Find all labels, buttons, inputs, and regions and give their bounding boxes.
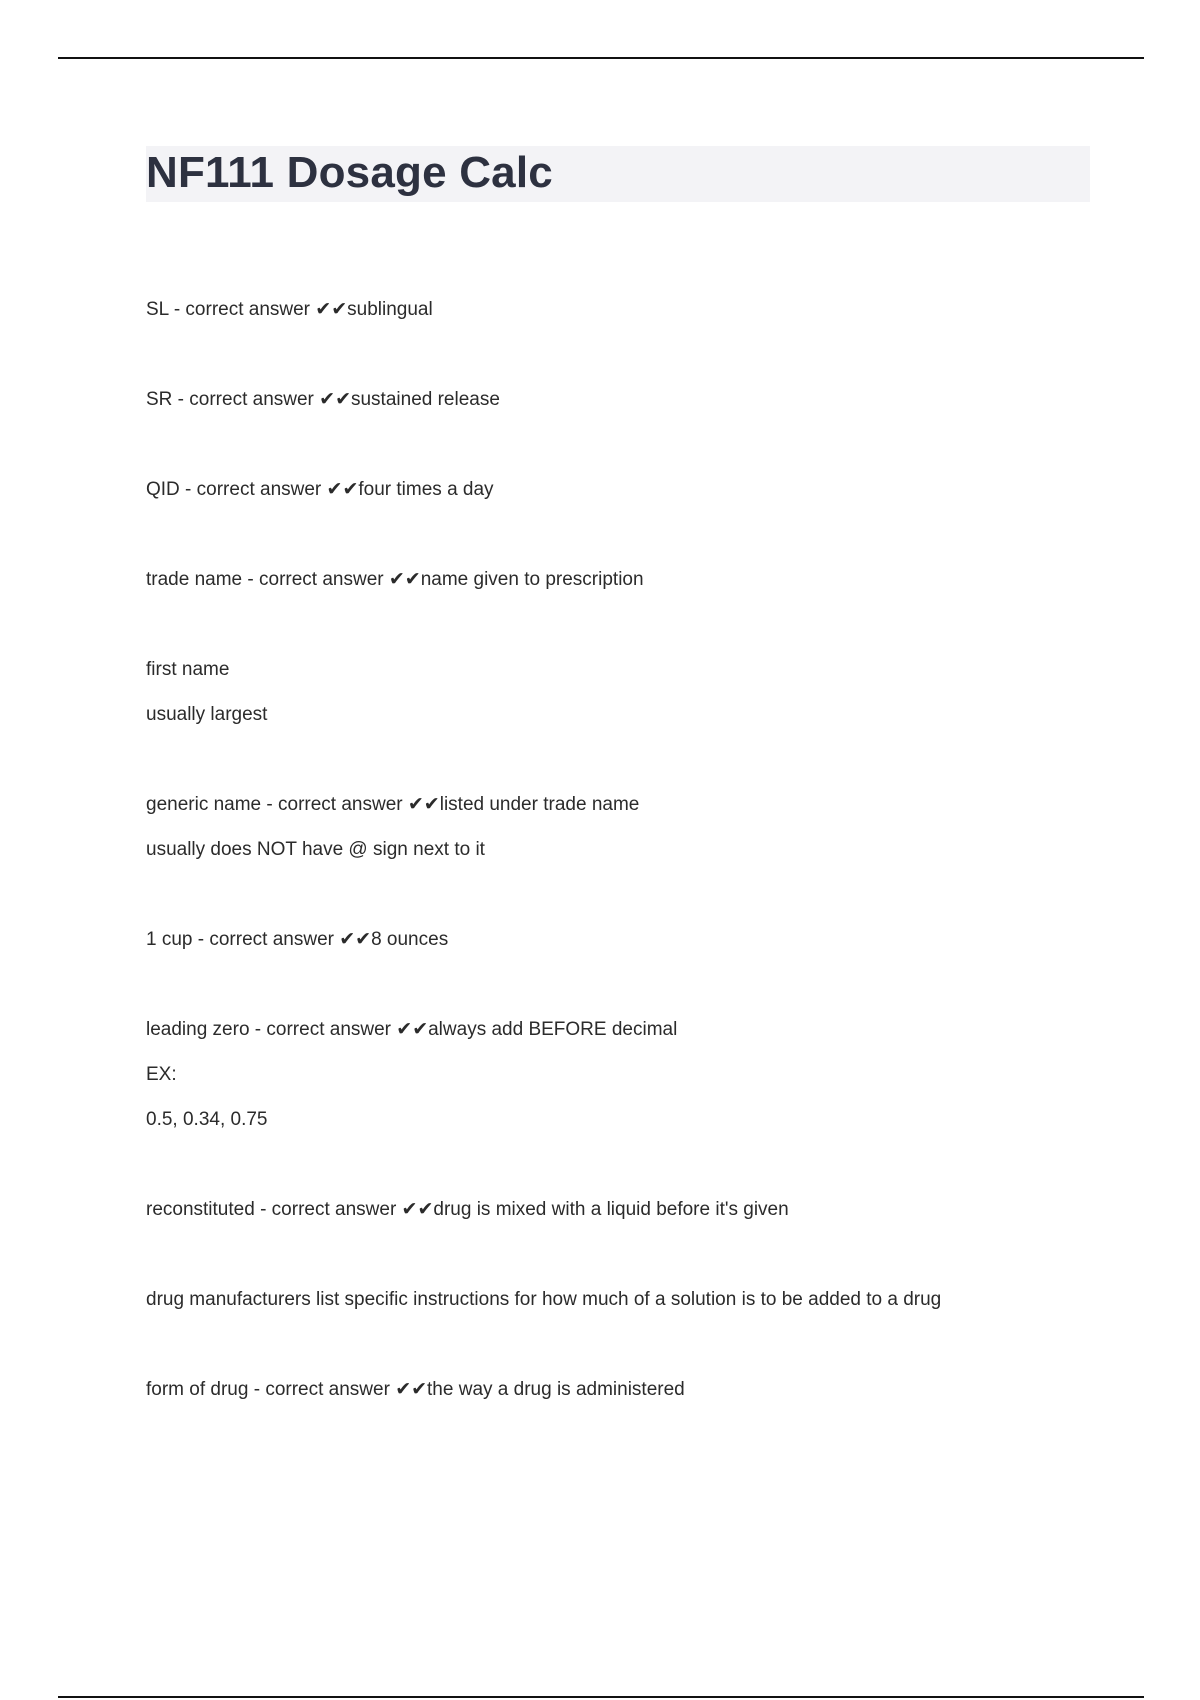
flashcard-list: [146, 287, 1126, 1457]
footer-rule: [58, 1696, 1144, 1698]
flashcard-entry: [146, 917, 1126, 962]
flashcard-text: first name: [146, 659, 230, 680]
flashcard-entry: [146, 1367, 1126, 1412]
flashcard-text: 1 cup - correct answer ✔✔8 ounces: [146, 929, 449, 950]
flashcard-text: leading zero - correct answer ✔✔always add BEFORE decimal: [146, 1019, 678, 1040]
flashcard-text: generic name - correct answer ✔✔listed under trade name: [146, 794, 640, 815]
flashcard-entry: [146, 467, 1126, 512]
flashcard-text: EX:: [146, 1064, 177, 1085]
flashcard-text: usually does NOT have @ sign next to it: [146, 839, 485, 860]
document-title: NF111 Dosage Calc: [146, 148, 553, 197]
flashcard-text: QID - correct answer ✔✔four times a day: [146, 479, 494, 500]
flashcard-entry: [146, 1187, 1126, 1232]
flashcard-text: drug manufacturers list specific instructions for how much of a solution is to be added to a drug: [146, 1289, 942, 1310]
header-rule: [58, 57, 1144, 59]
flashcard-entry: [146, 377, 1126, 422]
flashcard-text: usually largest: [146, 704, 268, 725]
flashcard-entry: [146, 287, 1126, 332]
flashcard-text: SL - correct answer ✔✔sublingual: [146, 299, 433, 320]
flashcard-text: SR - correct answer ✔✔sustained release: [146, 389, 500, 410]
flashcard-entry: [146, 1007, 1126, 1142]
flashcard-text: form of drug - correct answer ✔✔the way a drug is administered: [146, 1379, 685, 1400]
flashcard-entry: [146, 647, 1126, 737]
flashcard-text: 0.5, 0.34, 0.75: [146, 1109, 268, 1130]
flashcard-text: trade name - correct answer ✔✔name given to prescription: [146, 569, 644, 590]
flashcard-entry: [146, 782, 1126, 872]
flashcard-entry: [146, 557, 1126, 602]
flashcard-text: reconstituted - correct answer ✔✔drug is mixed with a liquid before it's given: [146, 1199, 789, 1220]
flashcard-entry: [146, 1277, 1126, 1322]
